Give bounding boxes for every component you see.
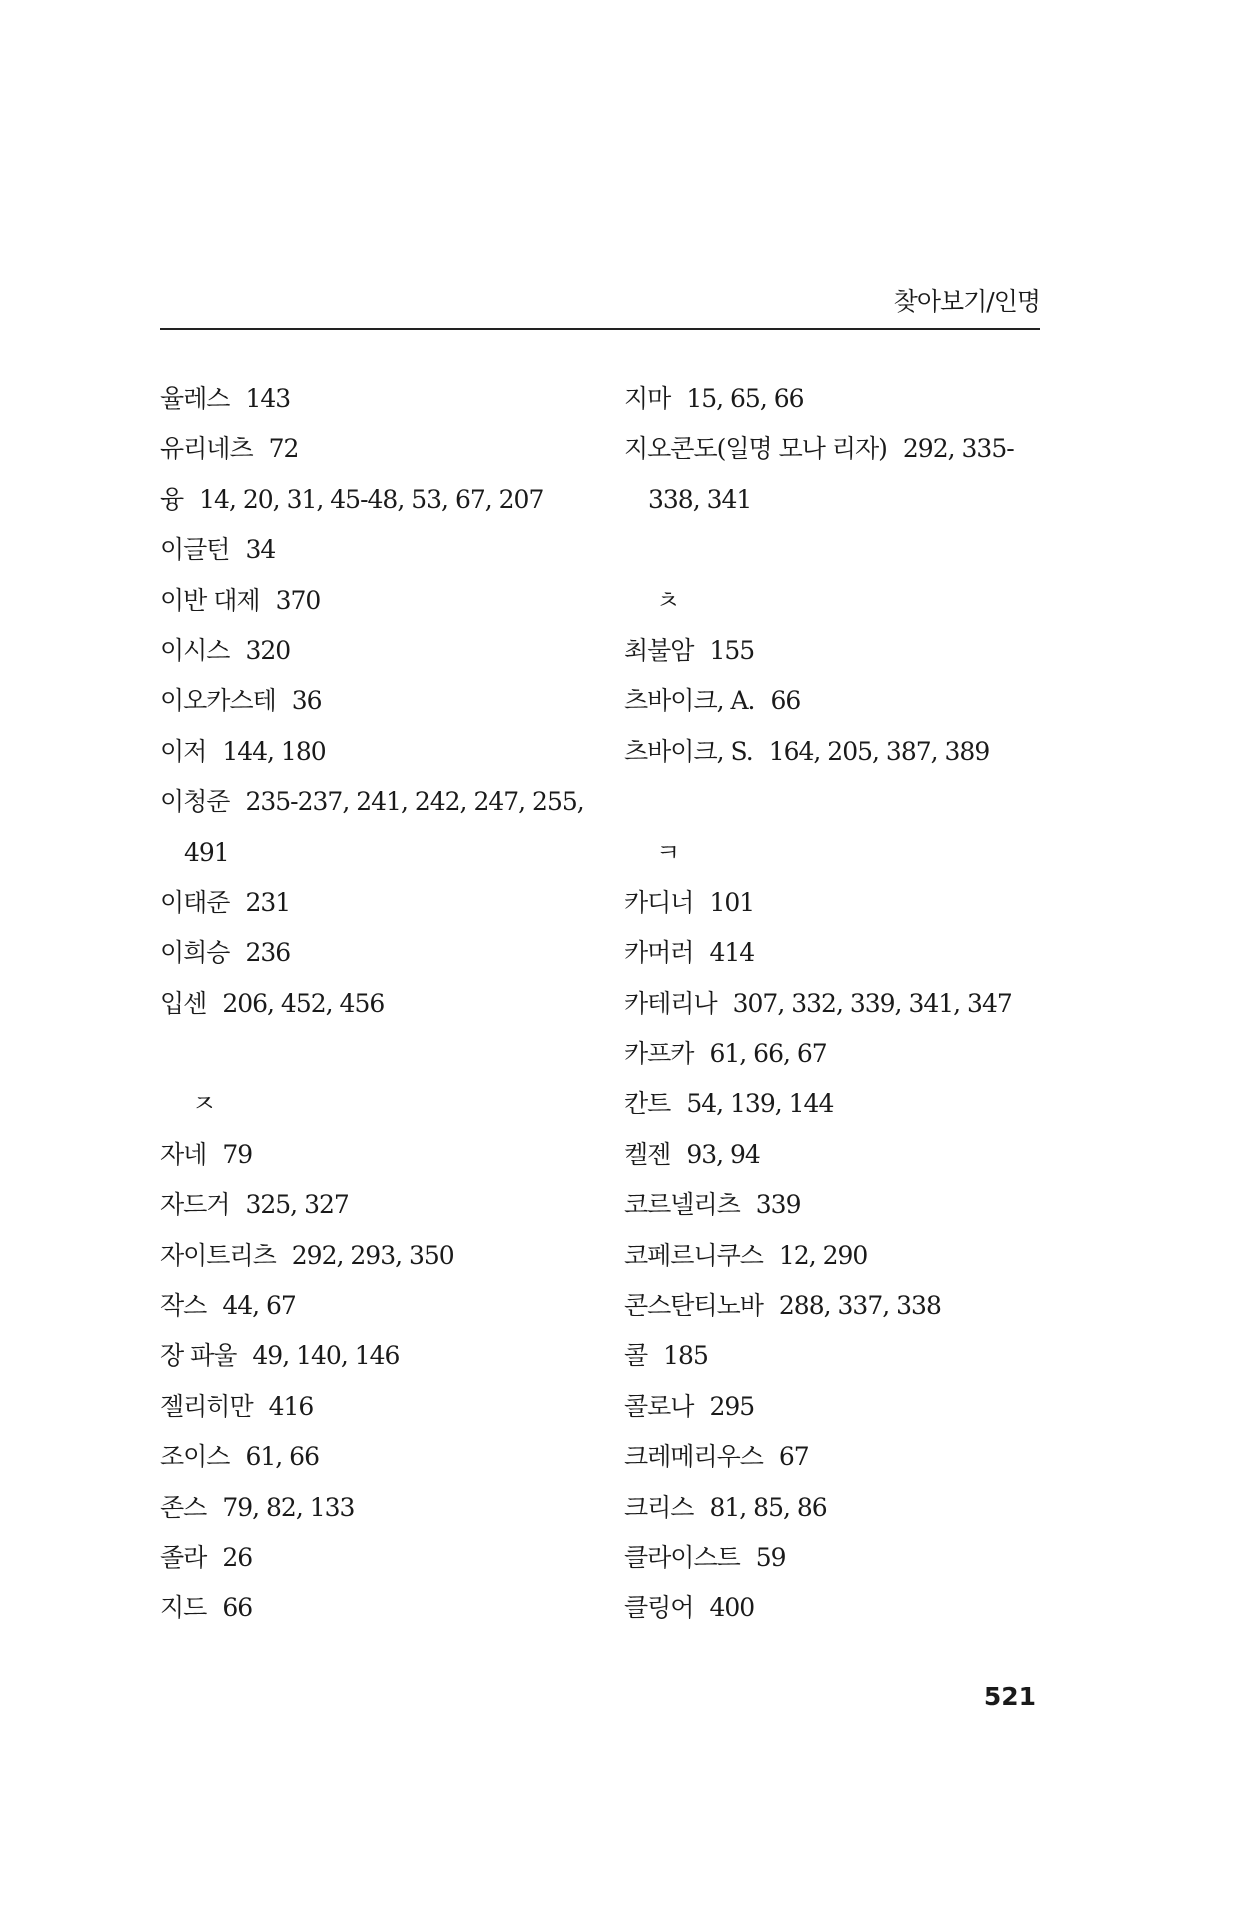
entry-name: 지드 [160,1593,207,1623]
entry-name: 콜 [624,1341,648,1371]
index-entry [160,1382,600,1432]
entry-pages: 325, 327 [245,1190,349,1220]
entry-pages: 61, 66 [245,1442,319,1472]
index-entry [160,727,600,777]
index-entry [160,878,600,928]
index-entry [160,1533,600,1583]
index-entry [624,1281,1054,1331]
index-entry [160,374,600,424]
entry-name: 켈젠 [624,1139,671,1169]
entry-name: 카테리나 [624,988,717,1018]
entry-pages: 59 [755,1542,786,1572]
index-entry [160,1483,600,1533]
index-entry [624,1331,1054,1381]
entry-name: 코페르니쿠스 [624,1240,763,1270]
entry-name: 졸라 [160,1542,207,1572]
entry-name: 클링어 [624,1593,694,1623]
entry-name: 츠바이크, S. [624,736,753,766]
index-entry [624,374,1054,424]
entry-pages: 93, 94 [686,1139,760,1169]
index-entry [160,424,600,474]
entry-pages: 206, 452, 456 [222,988,385,1018]
entry-pages: 44, 67 [222,1291,296,1321]
entry-pages: 400 [709,1593,755,1623]
entry-pages: 81, 85, 86 [709,1492,827,1522]
entry-name: 자네 [160,1139,207,1169]
entry-name: 이반 대제 [160,585,260,615]
entry-name: 장 파울 [160,1341,237,1371]
entry-name: 작스 [160,1291,207,1321]
index-entry [624,1382,1054,1432]
entry-pages: 12, 290 [778,1240,868,1270]
index-entry [160,1180,600,1230]
entry-name: 융 [160,484,184,514]
entry-name: 조이스 [160,1442,230,1472]
entry-pages: 416 [268,1391,314,1421]
entry-pages: 54, 139, 144 [686,1089,834,1119]
index-entry [160,1231,600,1281]
blank-line [624,525,1054,575]
index-entry [160,1583,600,1633]
page-number: 521 [983,1682,1036,1711]
entry-pages: 307, 332, 339, 341, 347 [732,988,1012,1018]
index-entry [160,576,600,626]
entry-name: 칸트 [624,1089,671,1119]
index-entry [624,1029,1054,1079]
blank-line [624,777,1054,827]
entry-name: 최불암 [624,635,694,665]
entry-name: 이시스 [160,635,230,665]
entry-name: 크리스 [624,1492,694,1522]
entry-pages: 101 [709,887,755,917]
index-column-right [624,374,1054,1634]
entry-pages: 15, 65, 66 [686,384,804,413]
index-entry [160,1432,600,1482]
entry-name: 존스 [160,1492,207,1522]
entry-pages: 72 [268,434,299,464]
index-entry [160,626,600,676]
index-entry [624,1483,1054,1533]
entry-pages: 320 [245,635,291,665]
index-column-left [160,374,600,1634]
entry-pages: 164, 205, 387, 389 [768,736,990,766]
entry-pages: 292, 293, 350 [291,1240,454,1270]
index-entry [160,928,600,978]
entry-name: 츠바이크, A. [624,686,755,716]
index-entry [624,878,1054,928]
index-entry [624,979,1054,1029]
index-entry [160,525,600,575]
entry-name: 자이트리츠 [160,1240,276,1270]
entry-name: 지마 [624,384,671,413]
entry-name: 콜로나 [624,1391,694,1421]
entry-name: 이청준 [160,787,230,817]
entry-pages: 61, 66, 67 [709,1039,827,1069]
entry-pages: 26 [222,1542,253,1572]
index-entry [624,1231,1054,1281]
entry-name: 입센 [160,988,207,1018]
entry-name: 이희승 [160,938,230,968]
index-entry [160,777,600,827]
entry-name: 콘스탄티노바 [624,1291,763,1321]
entry-continuation: 338, 341 [648,484,752,514]
index-entry [624,626,1054,676]
index-entry [160,475,600,525]
index-entry [624,1432,1054,1482]
entry-pages: 235-237, 241, 242, 247, 255, [245,787,584,817]
entry-pages: 414 [709,938,755,968]
entry-pages: 143 [245,384,291,413]
entry-name: 이오카스테 [160,686,276,716]
entry-pages: 155 [709,635,755,665]
index-entry [624,928,1054,978]
entry-name: 자드거 [160,1190,230,1220]
index-entry [160,676,600,726]
entry-name: 유리네츠 [160,434,253,464]
running-head: 찾아보기/인명 [893,287,1040,316]
header-rule [160,328,1040,330]
index-entry [160,1281,600,1331]
entry-pages: 34 [245,535,276,565]
entry-pages: 36 [291,686,322,716]
entry-name: 코르넬리츠 [624,1190,740,1220]
index-entry [624,424,1054,474]
entry-pages: 67 [778,1442,809,1472]
entry-pages: 339 [755,1190,801,1220]
index-entry [624,1130,1054,1180]
entry-pages: 231 [245,887,291,917]
blank-line [160,1029,600,1079]
index-entry [624,727,1054,777]
index-entry [160,979,600,1029]
index-entry [624,676,1054,726]
entry-continuation: 491 [184,837,229,867]
entry-name: 젤리히만 [160,1391,253,1421]
entry-name: 크레메리우스 [624,1442,763,1472]
index-entry [160,1130,600,1180]
entry-pages: 288, 337, 338 [778,1291,941,1321]
entry-pages: 14, 20, 31, 45-48, 53, 67, 207 [199,484,544,514]
entry-name: 이태준 [160,887,230,917]
entry-pages: 236 [245,938,291,968]
entry-name: 클라이스트 [624,1542,740,1572]
entry-pages: 66 [770,686,801,716]
index-entry [624,1079,1054,1129]
entry-name: 이저 [160,736,207,766]
index-entry [160,1331,600,1381]
index-entry [624,1533,1054,1583]
entry-name: 카프카 [624,1039,694,1069]
entry-pages: 185 [663,1341,708,1371]
entry-pages: 370 [275,585,321,615]
index-entry [624,1180,1054,1230]
entry-pages: 292, 335- [902,434,1014,464]
section-heading: ㅊ [656,585,680,615]
entry-pages: 49, 140, 146 [252,1341,400,1371]
section-heading: ㅈ [192,1089,216,1119]
entry-name: 이글턴 [160,535,230,565]
entry-pages: 79 [222,1139,253,1169]
section-heading: ㅋ [656,837,680,867]
entry-name: 지오콘도(일명 모나 리자) [624,434,887,464]
entry-pages: 295 [709,1391,755,1421]
entry-name: 카머러 [624,938,694,968]
entry-pages: 144, 180 [222,736,326,766]
entry-pages: 79, 82, 133 [222,1492,355,1522]
entry-name: 카디너 [624,887,694,917]
index-entry [624,1583,1054,1633]
entry-name: 율레스 [160,384,230,413]
entry-pages: 66 [222,1593,253,1623]
